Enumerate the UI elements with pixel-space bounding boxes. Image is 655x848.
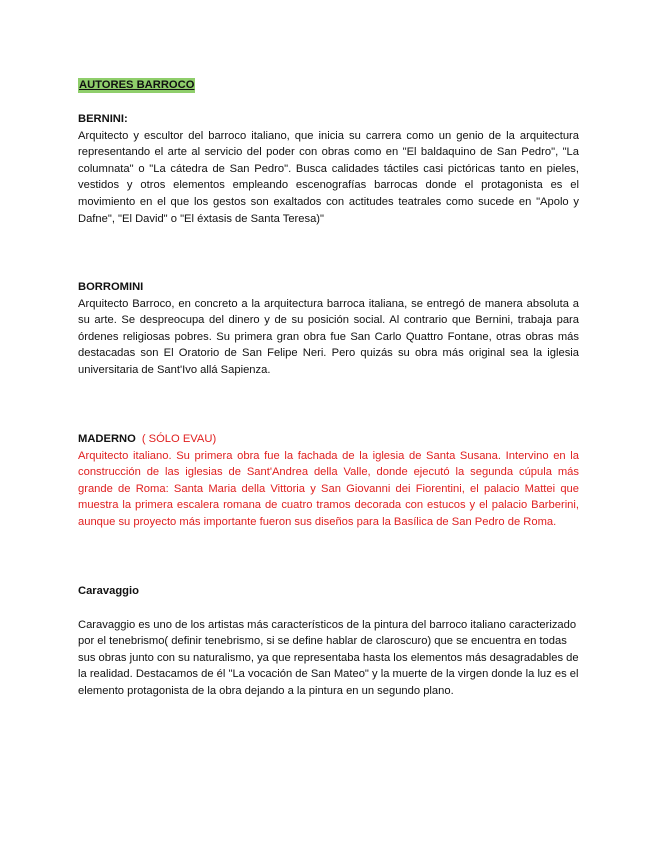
section-body-maderno: Arquitecto italiano. Su primera obra fue la fachada de la iglesia de Santa Susana. Intervino en la construcción de las iglesias de Sant'Andrea della Valle, donde ejecutó la segunda cúpula más grande de Roma: Santa Maria della Vittoria y San Giovanni dei Fiorentini, el palacio Mattei que muestra la primera escalera romana de cuatro tramos decorada con estucos y el palacio Barberini, aunque su proyecto más importante fueron sus diseños para la Basílica de San Pedro de Roma. — [78, 449, 579, 528]
section-borromini — [78, 279, 579, 379]
section-maderno — [78, 431, 579, 531]
document-title: AUTORES BARROCO — [79, 79, 195, 91]
document-page — [78, 77, 579, 697]
section-heading-maderno-text: MADERNO — [78, 433, 136, 445]
section-bernini — [78, 111, 579, 227]
section-heading-bernini: BERNINI: — [78, 113, 128, 125]
section-body-caravaggio: Caravaggio es uno de los artistas más característicos de la pintura del barroco italiano caracterizado por el tenebrismo( definir tenebrismo, si se define hablar de claroscuro) que se encuentra en todas sus obras junto con su naturalismo, ya que representaba hasta los elementos más desagradables de la realidad. Destacamos de él "La vocación de San Mateo" y la muerte de la virgen donde la luz es el elemento protagonista de la obra dejando a la pintura en un segundo plano. — [78, 618, 579, 697]
section-heading-caravaggio: Caravaggio — [78, 585, 139, 597]
section-heading-borromini: BORROMINI — [78, 281, 144, 293]
section-note-maderno: ( SÓLO EVAU) — [141, 433, 217, 445]
section-body-bernini: Arquitecto y escultor del barroco italiano, que inicia su carrera como un genio de la arquitectura representando el arte al servicio del poder con obras como en "El baldaquino de San Pedro", "La columnata" o "La cátedra de San Pedro". Busca calidades táctiles casi pictóricas tanto en pieles, vestidos y otros elementos empleando escenografías barrocas donde el protagonista es el movimiento en el que los gestos son exaltados con actitudes teatrales como sucede en "Apolo y Dafne", "El David" o "El éxtasis de Santa Teresa)" — [78, 129, 579, 225]
section-caravaggio — [78, 583, 579, 700]
section-body-borromini: Arquitecto Barroco, en concreto a la arquitectura barroca italiana, se entregó de manera absoluta a su arte. Se despreocupa del dinero y de su posición social. Al contrario que Bernini, trabaja para órdenes religiosas pobres. Su primera gran obra fue San Carlo Quattro Fontane, otras obras más destacadas son El Oratorio de San Felipe Neri. Pero quizás su obra más original sea la iglesia universitaria de Sant'Ivo allá Sapienza. — [78, 297, 579, 376]
section-heading-maderno — [78, 431, 579, 448]
